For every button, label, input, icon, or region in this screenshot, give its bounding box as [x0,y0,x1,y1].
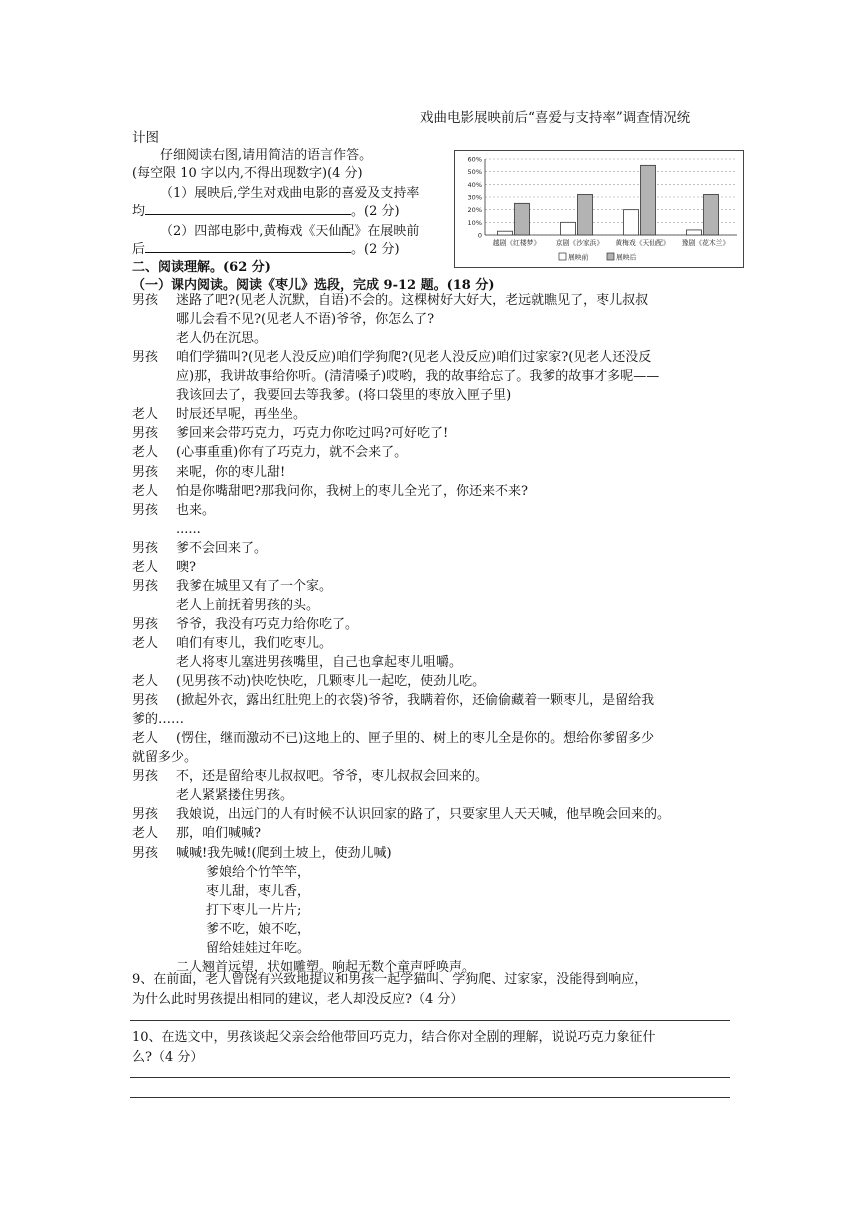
section-heading: 二、阅读理解。(62 分) [132,260,271,275]
bar-before [624,210,639,235]
legend-label: 展映后 [616,253,637,262]
speaker-label: 老人 [132,445,159,461]
speaker-label: 老人 [132,826,159,842]
question-2-line2 [132,238,400,257]
bar-before [498,231,513,235]
chart-caption-line2: 计图 [132,130,159,146]
script-line: 那，咱们喊喊? [176,826,261,842]
x-tick-label: 豫剧《花木兰》 [681,239,730,247]
script-line: 也来。 [176,502,216,518]
subsection-heading: （一）课内阅读。阅读《枣儿》选段，完成 9-12 题。(18 分) [132,278,495,293]
bar-after [515,203,530,235]
script-line: 我该回去了，我要回去等我爹。(将口袋里的枣放入匣子里) [176,388,512,404]
script-line: 爹回来会带巧克力，巧克力你吃过吗?可好吃了! [176,426,449,442]
script-line: (见男孩不动)快吃快吃，几颗枣儿一起吃，使劲儿吃。 [176,674,486,689]
speaker-label: 男孩 [132,578,159,594]
y-tick-label: 60% [467,155,482,164]
bar-after [641,165,656,235]
bar-after [578,194,593,235]
chart-caption-line1: 戏曲电影展映前后“喜爱与支持率”调查情况统 [420,110,691,126]
speaker-label: 男孩 [132,464,159,480]
script-line: 咱们学猫叫?(见老人没反应)咱们学狗爬?(见老人没反应)咱们过家家?(见老人还没反 [176,350,652,366]
y-tick-label: 10% [467,218,482,227]
script-line: 爹娘给个竹竿竿， [206,864,311,880]
script-line: 应)那，我讲故事给你听。(清清嗓子)哎哟，我的故事给忘了。我爹的故事才多呢—— [176,369,660,385]
script-line: 爹的…… [132,712,185,728]
speaker-label: 男孩 [132,807,159,823]
question-1-prefix: 均 [132,204,146,219]
question-9-line2: 为什么此时男孩提出相同的建议，老人却没反应?（4 分） [132,992,464,1007]
script-line: 来呢，你的枣儿甜! [176,464,286,480]
speaker-label: 男孩 [132,293,159,308]
speaker-label: 男孩 [132,693,159,708]
speaker-label: 男孩 [132,426,159,442]
question-intro: 仔细阅读右图,请用简洁的语言作答。 [160,148,373,163]
question-instruction: (每空限 10 字以内,不得出现数字)(4 分) [132,166,363,181]
speaker-label: 老人 [132,731,159,747]
script-line: 不，还是留给枣儿叔叔吧。爷爷，枣儿叔叔会回来的。 [176,769,489,785]
speaker-label: 男孩 [132,350,159,366]
script-line: ...... [176,521,201,537]
question-1-suffix: 。(2 分) [351,204,400,219]
question-9-line1: 9、在前面，老人曾饶有兴致地提议和男孩一起学猫叫、学狗爬、过家家，没能得到响应， [132,972,648,987]
speaker-label: 男孩 [132,769,159,785]
script-line: 时辰还早呢，再坐坐。 [176,407,307,423]
speaker-label: 男孩 [132,502,159,518]
y-tick-label: 0 [477,231,482,240]
question-1-line2 [132,200,400,219]
question-2-suffix: 。(2 分) [351,242,400,257]
speaker-label: 老人 [132,483,159,499]
legend-swatch [607,253,614,260]
question-1-line1: （1）展映后,学生对戏曲电影的喜爱及支持率 [160,186,420,201]
legend-label: 展映前 [568,253,589,262]
x-tick-label: 越剧《红楼梦》 [492,239,541,247]
x-tick-label: 黄梅戏《天仙配》 [615,239,670,247]
script-line: 哪儿会看不见?(见老人不语)爷爷，你怎么了? [176,312,435,328]
script-line: (心事重重)你有了巧克力，就不会来了。 [176,445,408,461]
bar-after [704,194,719,235]
bar-before [687,230,702,235]
script-line: 爹不吃，娘不吃， [206,921,311,937]
question-10-line1: 10、在选文中，男孩谈起父亲会给他带回巧克力，结合你对全剧的理解，说说巧克力象征什 [132,1030,656,1045]
script-line: 老人上前抚着男孩的头。 [176,597,320,613]
script-line: 爹不会回来了。 [176,540,268,556]
answer-line-10a[interactable] [130,1077,730,1078]
chart-svg [455,151,743,267]
question-2-line1: （2）四部电影中,黄梅戏《天仙配》在展映前 [160,224,420,239]
script-line: 枣儿甜，枣儿香， [206,883,311,899]
script-line: 打下枣儿一片片; [206,902,302,918]
y-tick-label: 30% [467,193,482,202]
speaker-label: 老人 [132,407,159,423]
script-line: 噢? [176,559,196,575]
script-line: 老人紧紧搂住男孩。 [176,788,294,804]
script-line: 留给娃娃过年吃。 [206,940,311,956]
speaker-label: 男孩 [132,616,159,632]
speaker-label: 老人 [132,674,159,689]
speaker-label: 老人 [132,635,159,651]
speaker-label: 男孩 [132,845,159,861]
script-line: 咱们有枣儿，我们吃枣儿。 [176,635,333,651]
answer-blank-1[interactable] [145,202,351,215]
script-line: 我爹在城里又有了一个家。 [176,578,333,594]
answer-line-10b[interactable] [130,1097,730,1098]
script-line: 爷爷，我没有巧克力给你吃了。 [176,616,359,632]
bar-chart [454,150,744,268]
bar-before [561,222,576,235]
speaker-label: 男孩 [132,540,159,556]
answer-line-9[interactable] [130,1020,730,1021]
script-line: 二人翘首远望，状如雕塑。响起无数个童声呼唤声。 [176,959,476,975]
x-tick-label: 京剧《沙家浜》 [555,239,604,247]
script-line: 怕是你嘴甜吧?那我问你，我树上的枣儿全光了，你还来不来? [176,483,528,499]
script-line: 迷路了吧?(见老人沉默，自语)不会的。这棵树好大好大，老远就瞧见了，枣儿叔叔 [176,293,649,308]
legend-swatch [559,253,566,260]
y-tick-label: 40% [467,180,482,189]
answer-blank-2[interactable] [145,240,351,253]
script-line: 我娘说，出远门的人有时候不认识回家的路了，只要家里人天天喊，他早晚会回来的。 [176,807,671,823]
script-line: 老人仍在沉思。 [176,331,268,347]
script-line: (掀起外衣，露出红肚兜上的衣袋)爷爷，我瞒着你，还偷偷藏着一颗枣儿，是留给我 [176,693,655,708]
question-10-line2: 么?（4 分） [132,1050,204,1065]
y-tick-label: 20% [467,206,482,215]
y-tick-label: 50% [467,168,482,177]
script-line: (愣住，继而激动不已)这地上的、匣子里的、树上的枣儿全是你的。想给你爹留多少 [176,731,655,747]
script-line: 老人将枣儿塞进男孩嘴里，自己也拿起枣儿咀嚼。 [176,655,463,670]
question-2-prefix: 后 [132,242,146,257]
speaker-label: 老人 [132,559,159,575]
script-line: 喊喊!我先喊!(爬到土坡上，使劲儿喊) [176,845,392,861]
script-line: 就留多少。 [132,750,198,766]
